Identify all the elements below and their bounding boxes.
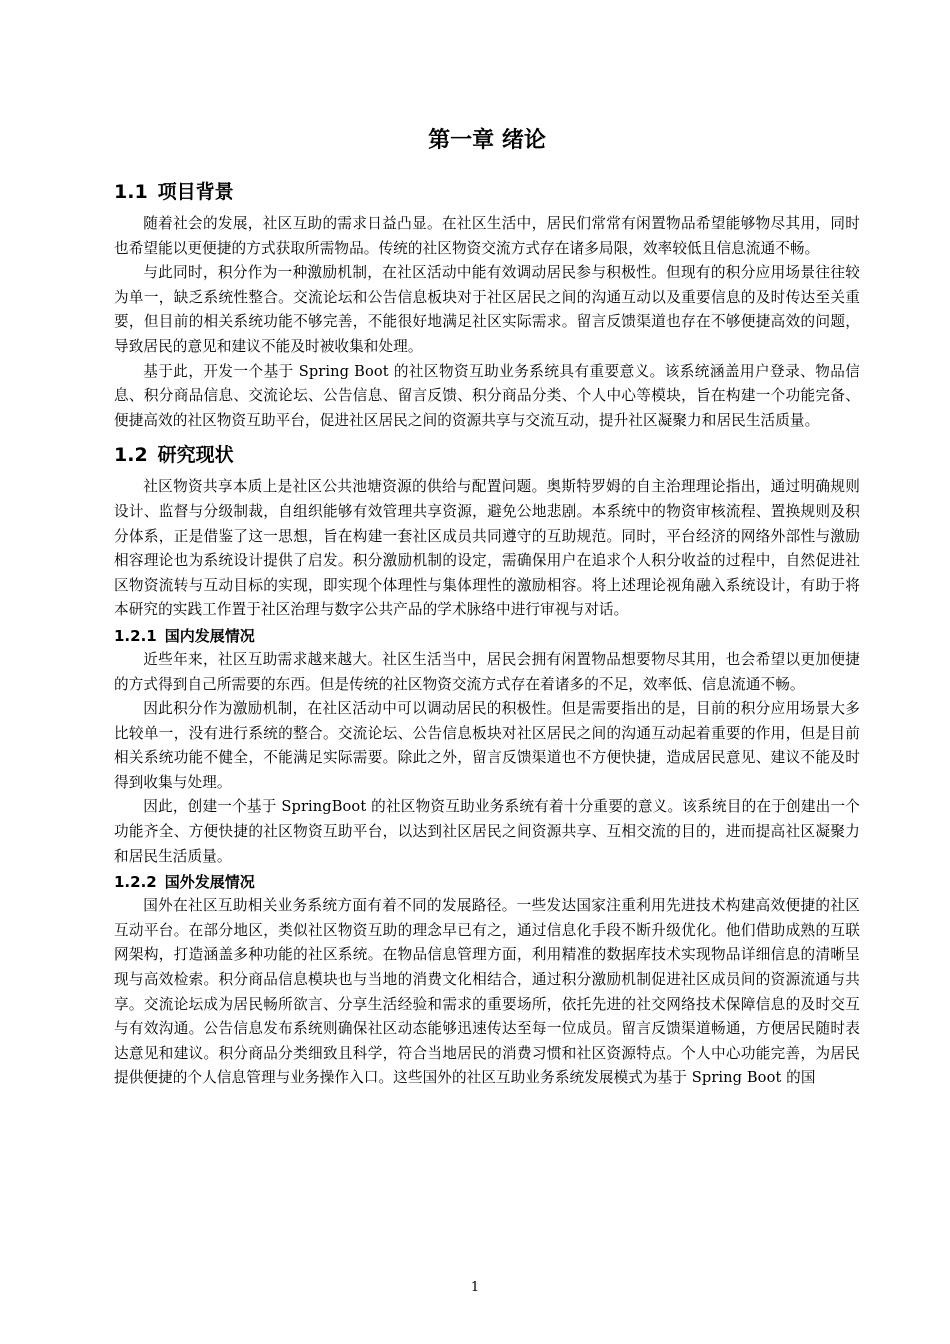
subsection-number: 1.2.1 <box>114 626 157 645</box>
section-title: 研究现状 <box>157 444 234 467</box>
section-heading-1-2 <box>114 441 860 469</box>
paragraph: 随着社会的发展，社区互助的需求日益凸显。在社区生活中，居民们常常有闲置物品希望能够物尽其用，同时也希望能以更便捷的方式获取所需物品。传统的社区物资交流方式存在诸多局限，效率较低且信息流通不畅。 <box>114 215 860 257</box>
paragraph: 社区物资共享本质上是社区公共池塘资源的供给与配置问题。奥斯特罗姆的自主治理理论指出，通过明确规则设计、监督与分级制裁，自组织能够有效管理共享资源，避免公地悲剧。本系统中的物资审核流程、置换规则及积分体系，正是借鉴了这一思想，旨在构建一套社区成员共同遵守的互助规范。同时，平台经济的网络外部性与激励相容理论也为系统设计提供了启发。积分激励机制的设定，需确保用户在追求个人积分收益的过程中，自然促进社区物资流转与互动目标的实现，即实现个体理性与集体理性的激励相容。将上述理论视角融入系统设计，有助于将本研究的实践工作置于社区治理与数字公共产品的学术脉络中进行审视与对话。 <box>114 478 860 619</box>
paragraph: 国外在社区互助相关业务系统方面有着不同的发展路径。一些发达国家注重利用先进技术构建高效便捷的社区互动平台。在部分地区，类似社区物资互助的理念早已有之，通过信息化手段不断升级优化。他们借助成熟的互联网架构，打造涵盖多种功能的社区系统。在物品信息管理方面，利用精准的数据库技术实现物品详细信息的清晰呈现与高效检索。积分商品信息模块也与当地的消费文化相结合，通过积分激励机制促进社区成员间的资源流通与共享。交流论坛成为居民畅所欲言、分享生活经验和需求的重要场所，依托先进的社交网络技术保障信息的及时交互与有效沟通。公告信息发布系统则确保社区动态能够迅速传达至每一位成员。留言反馈渠道畅通，方便居民随时表达意见和建议。积分商品分类细致且科学，符合当地居民的消费习惯和社区资源特点。个人中心功能完善，为居民提供便捷的个人信息管理与业务操作入口。这些国外的社区互助业务系统发展模式为基于 Spring Boot 的国 <box>114 897 860 1087</box>
subsection-heading-1-2-2 <box>114 871 860 893</box>
paragraph: 因此积分作为激励机制，在社区活动中可以调动居民的积极性。但是需要指出的是，目前的积分应用场景大多比较单一，没有进行系统的整合。交流论坛、公告信息板块对社区居民之间的沟通互动起着重要的作用，但是目前相关系统功能不健全，不能满足实际需要。除此之外，留言反馈渠道也不方便快捷，造成居民意见、建议不能及时得到收集与处理。 <box>114 700 860 791</box>
section-title: 项目背景 <box>157 181 234 203</box>
paragraph: 近些年来，社区互助需求越来越大。社区生活当中，居民会拥有闲置物品想要物尽其用，也会希望以更加便捷的方式得到自己所需要的东西。但是传统的社区物资交流方式存在着诸多的不足，效率低、信息流通不畅。 <box>114 650 860 693</box>
paragraph: 因此，创建一个基于 SpringBoot 的社区物资互助业务系统有着十分重要的意义。该系统目的在于创建出一个功能齐全、方便快捷的社区物资互助平台，以达到社区居民之间资源共享、互相交流的目的，进而提高社区凝聚力和居民生活质量。 <box>114 798 860 865</box>
section-heading-1-1 <box>114 178 860 206</box>
paragraph: 与此同时，积分作为一种激励机制，在社区活动中能有效调动居民参与积极性。但现有的积分应用场景往往较为单一，缺乏系统性整合。交流论坛和公告信息板块对于社区居民之间的沟通互动以及重要信息的及时传达至关重要，但目前的相关系统功能不够完善，不能很好地满足社区实际需求。留言反馈渠道也存在不够便捷高效的问题，导致居民的意见和建议不能及时被收集和处理。 <box>114 264 860 355</box>
subsection-heading-1-2-1 <box>114 625 860 647</box>
paragraph: 基于此，开发一个基于 Spring Boot 的社区物资互助业务系统具有重要意义。该系统涵盖用户登录、物品信息、积分商品信息、交流论坛、公告信息、留言反馈、积分商品分类、个人中心等模块，旨在构建一个功能完备、便捷高效的社区物资互助平台，促进社区居民之间的资源共享与交流互动，提升社区凝聚力和居民生活质量。 <box>114 362 860 429</box>
section-number: 1.2 <box>114 444 148 467</box>
section-number: 1.1 <box>114 181 148 203</box>
page-number: 1 <box>470 1280 480 1295</box>
subsection-title: 国外发展情况 <box>164 873 255 892</box>
subsection-number: 1.2.2 <box>114 873 157 892</box>
chapter-title: 第一章 绪论 <box>428 128 546 153</box>
subsection-title: 国内发展情况 <box>164 626 255 645</box>
